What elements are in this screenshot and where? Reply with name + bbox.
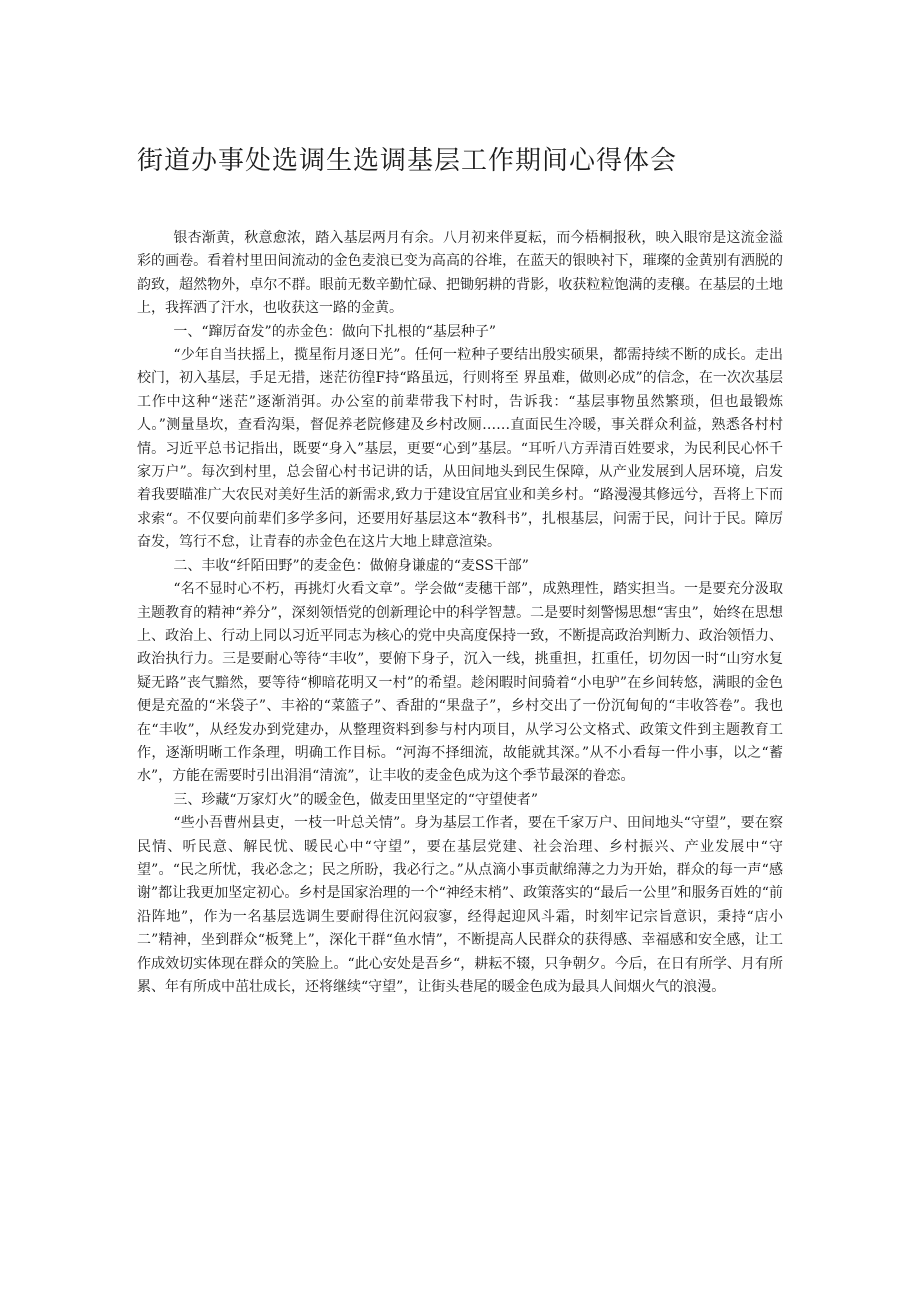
- section-paragraph-1: “少年自当扶摇上，揽星衔月逐日光”。任何一粒种子要结出殷实硕果，都需持续不断的成长。走出校门，初入基层，手足无措，迷茫彷徨F持“路虽远，行则将至 界虽难，做则必成”的信念，在一次次基层工作中这种“迷茫”逐渐消弭。办公室的前辈带我下村时，告诉我：“基层事物虽然繁琐，但也最锻炼人。”测量垦坎，查看沟渠，督促养老院修建及乡村改厕……直面民生冷暖，事关群众利益，熟悉各村村情。习近平总书记指出，既要“身入”基层，更要“心到”基层。“耳听八方弄清百姓要求，为民利民心怀千家万户”。每次到村里，总会留心村书记讲的话，从田间地头到民生保障，从产业发展到人居环境，启发着我要瞄准广大农民对美好生活的新需求,致力于建设宜居宜业和美乡村。“路漫漫其修远兮，吾将上下而求索“。不仅要向前辈们多学多问，还要用好基层这本“教科书”，扎根基层，问需于民，问计于民。障厉奋发，笃行不怠，让青春的赤金色在这片大地上肆意渲染。: [137, 347, 783, 551]
- section-heading-3: 三、珍藏“万家灯火”的暖金色，做麦田里坚定的“守望使者”: [173, 791, 539, 808]
- document-title: 街道办事处选调生选调基层工作期间心得体会: [137, 146, 678, 176]
- document-body: [137, 227, 783, 999]
- section-heading-2: 二、丰收“纤陌田野”的麦金色：做俯身谦虚的“麦SS干部”: [173, 557, 529, 574]
- intro-paragraph: 银杏渐黄，秋意愈浓，踏入基层两月有余。八月初来伴夏耘，而今梧桐报秋，映入眼帘是这流金溢彩的画卷。看着村里田间流动的金色麦浪已变为高高的谷堆，在蓝天的银映衬下，璀璨的金黄别有洒脱的韵致，超然物外，卓尔不群。眼前无数辛勤忙碌、把锄躬耕的背影，收获粒粒饱满的麦穰。在基层的土地上，我挥洒了汗水，也收获这一路的金黄。: [137, 230, 783, 317]
- section-paragraph-3: “些小吾曹州县吏，一枝一叶总关情”。身为基层工作者，要在千家万户、田间地头“守望”，要在察民情、听民意、解民忧、暖民心中“守望”，要在基层党建、社会治理、乡村振兴、产业发展中“守望”。“民之所忧，我必念之；民之所盼，我必行之。”从点滴小事贡献绵薄之力为开始，群众的每一声“感谢”都让我更加坚定初心。乡村是国家治理的一个“神经末梢”、政策落实的“最后一公里”和服务百姓的“前沿阵地”，作为一名基层选调生要耐得住沉闷寂寥，经得起迎风斗霜，时刻牢记宗旨意识，秉持“店小二”精神，坐到群众“板凳上”，深化干群“鱼水情”，不断提高人民群众的获得感、幸福感和安全感，让工作成效切实体现在群众的笑脸上。“此心安处是吾乡“，耕耘不辍，只争朝夕。今后，在日有所学、月有所累、年有所成中茁壮成长，还将继续“守望”，让街头巷尾的暖金色成为最具人间烟火气的浪漫。: [137, 815, 783, 995]
- section-heading-1: 一、“蹿厉奋发”的赤金色：做向下扎根的“基层种子”: [173, 323, 497, 340]
- section-paragraph-2: “名不显时心不朽，再挑灯火看文章”。学会做“麦穗干部”，成熟理性，踏实担当。一是要充分汲取主题教育的精神“养分”，深刻领悟党的创新理论中的科学智慧。二是要时刻警惕思想“害虫”，始终在思想上、政治上、行动上同以习近平同志为核心的党中央高度保持一致，不断提高政治判断力、政治领悟力、政治执行力。三是要耐心等待“丰收”，要俯下身子，沉入一线，挑重担，扛重任，切勿因一时“山穷水复疑无路”丧气黯然，要等待“柳暗花明又一村”的希望。趁闲暇时间骑着“小电驴”在乡间转悠，满眼的金色便是充盈的“米袋子”、丰裕的“菜篮子”、香甜的“果盘子”，乡村交出了一份沉甸甸的“丰收答卷”。我也在“丰收”，从经发办到党建办，从整理资料到参与村内项目，从学习公文格式、政策文件到主题教育工作，逐渐明晰工作条理，明确工作目标。“河海不择细流，故能就其深。”从不小看每一件小事，以之“蓄水”，方能在需要时引出涓涓“清流”，让丰收的麦金色成为这个季节最深的眷恋。: [137, 581, 783, 785]
